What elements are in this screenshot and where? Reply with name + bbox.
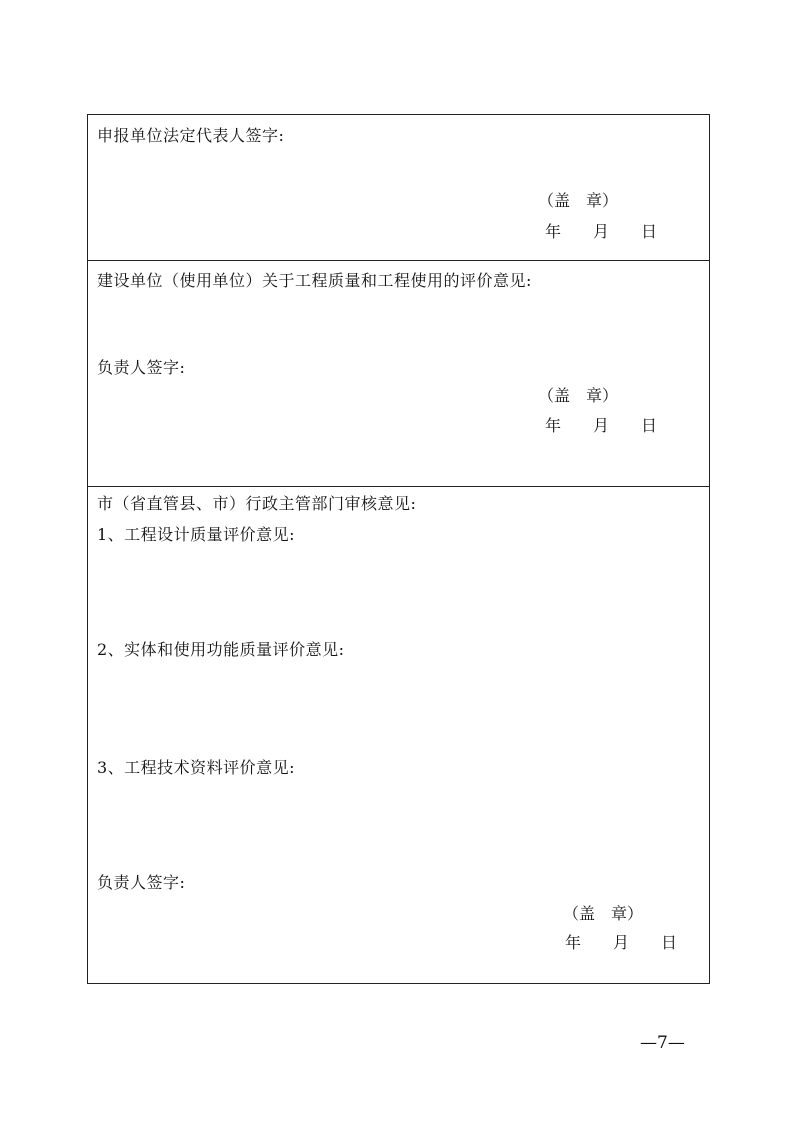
authority-signature-label: 负责人签字:	[97, 873, 186, 892]
technical-docs-item: 3、工程技术资料评价意见:	[97, 758, 296, 777]
authority-date-label: 年 月 日	[565, 933, 678, 952]
review-form-table	[87, 114, 710, 984]
applicant-signature-section	[88, 115, 709, 261]
applicant-date-label: 年 月 日	[545, 222, 658, 241]
builder-date-label: 年 月 日	[545, 416, 658, 435]
design-quality-item: 1、工程设计质量评价意见:	[97, 525, 296, 544]
authority-review-section	[88, 487, 709, 983]
applicant-signature-label: 申报单位法定代表人签字:	[97, 126, 285, 145]
builder-stamp-label: （盖 章）	[538, 386, 619, 405]
authority-review-label: 市（省直管县、市）行政主管部门审核意见:	[97, 494, 417, 513]
page-number: —7—	[640, 1033, 685, 1053]
function-quality-item: 2、实体和使用功能质量评价意见:	[97, 640, 345, 659]
applicant-stamp-label: （盖 章）	[538, 191, 619, 210]
authority-stamp-label: （盖 章）	[563, 904, 644, 923]
builder-evaluation-section	[88, 261, 709, 487]
builder-evaluation-label: 建设单位（使用单位）关于工程质量和工程使用的评价意见:	[97, 271, 532, 290]
builder-signature-label: 负责人签字:	[97, 358, 186, 377]
